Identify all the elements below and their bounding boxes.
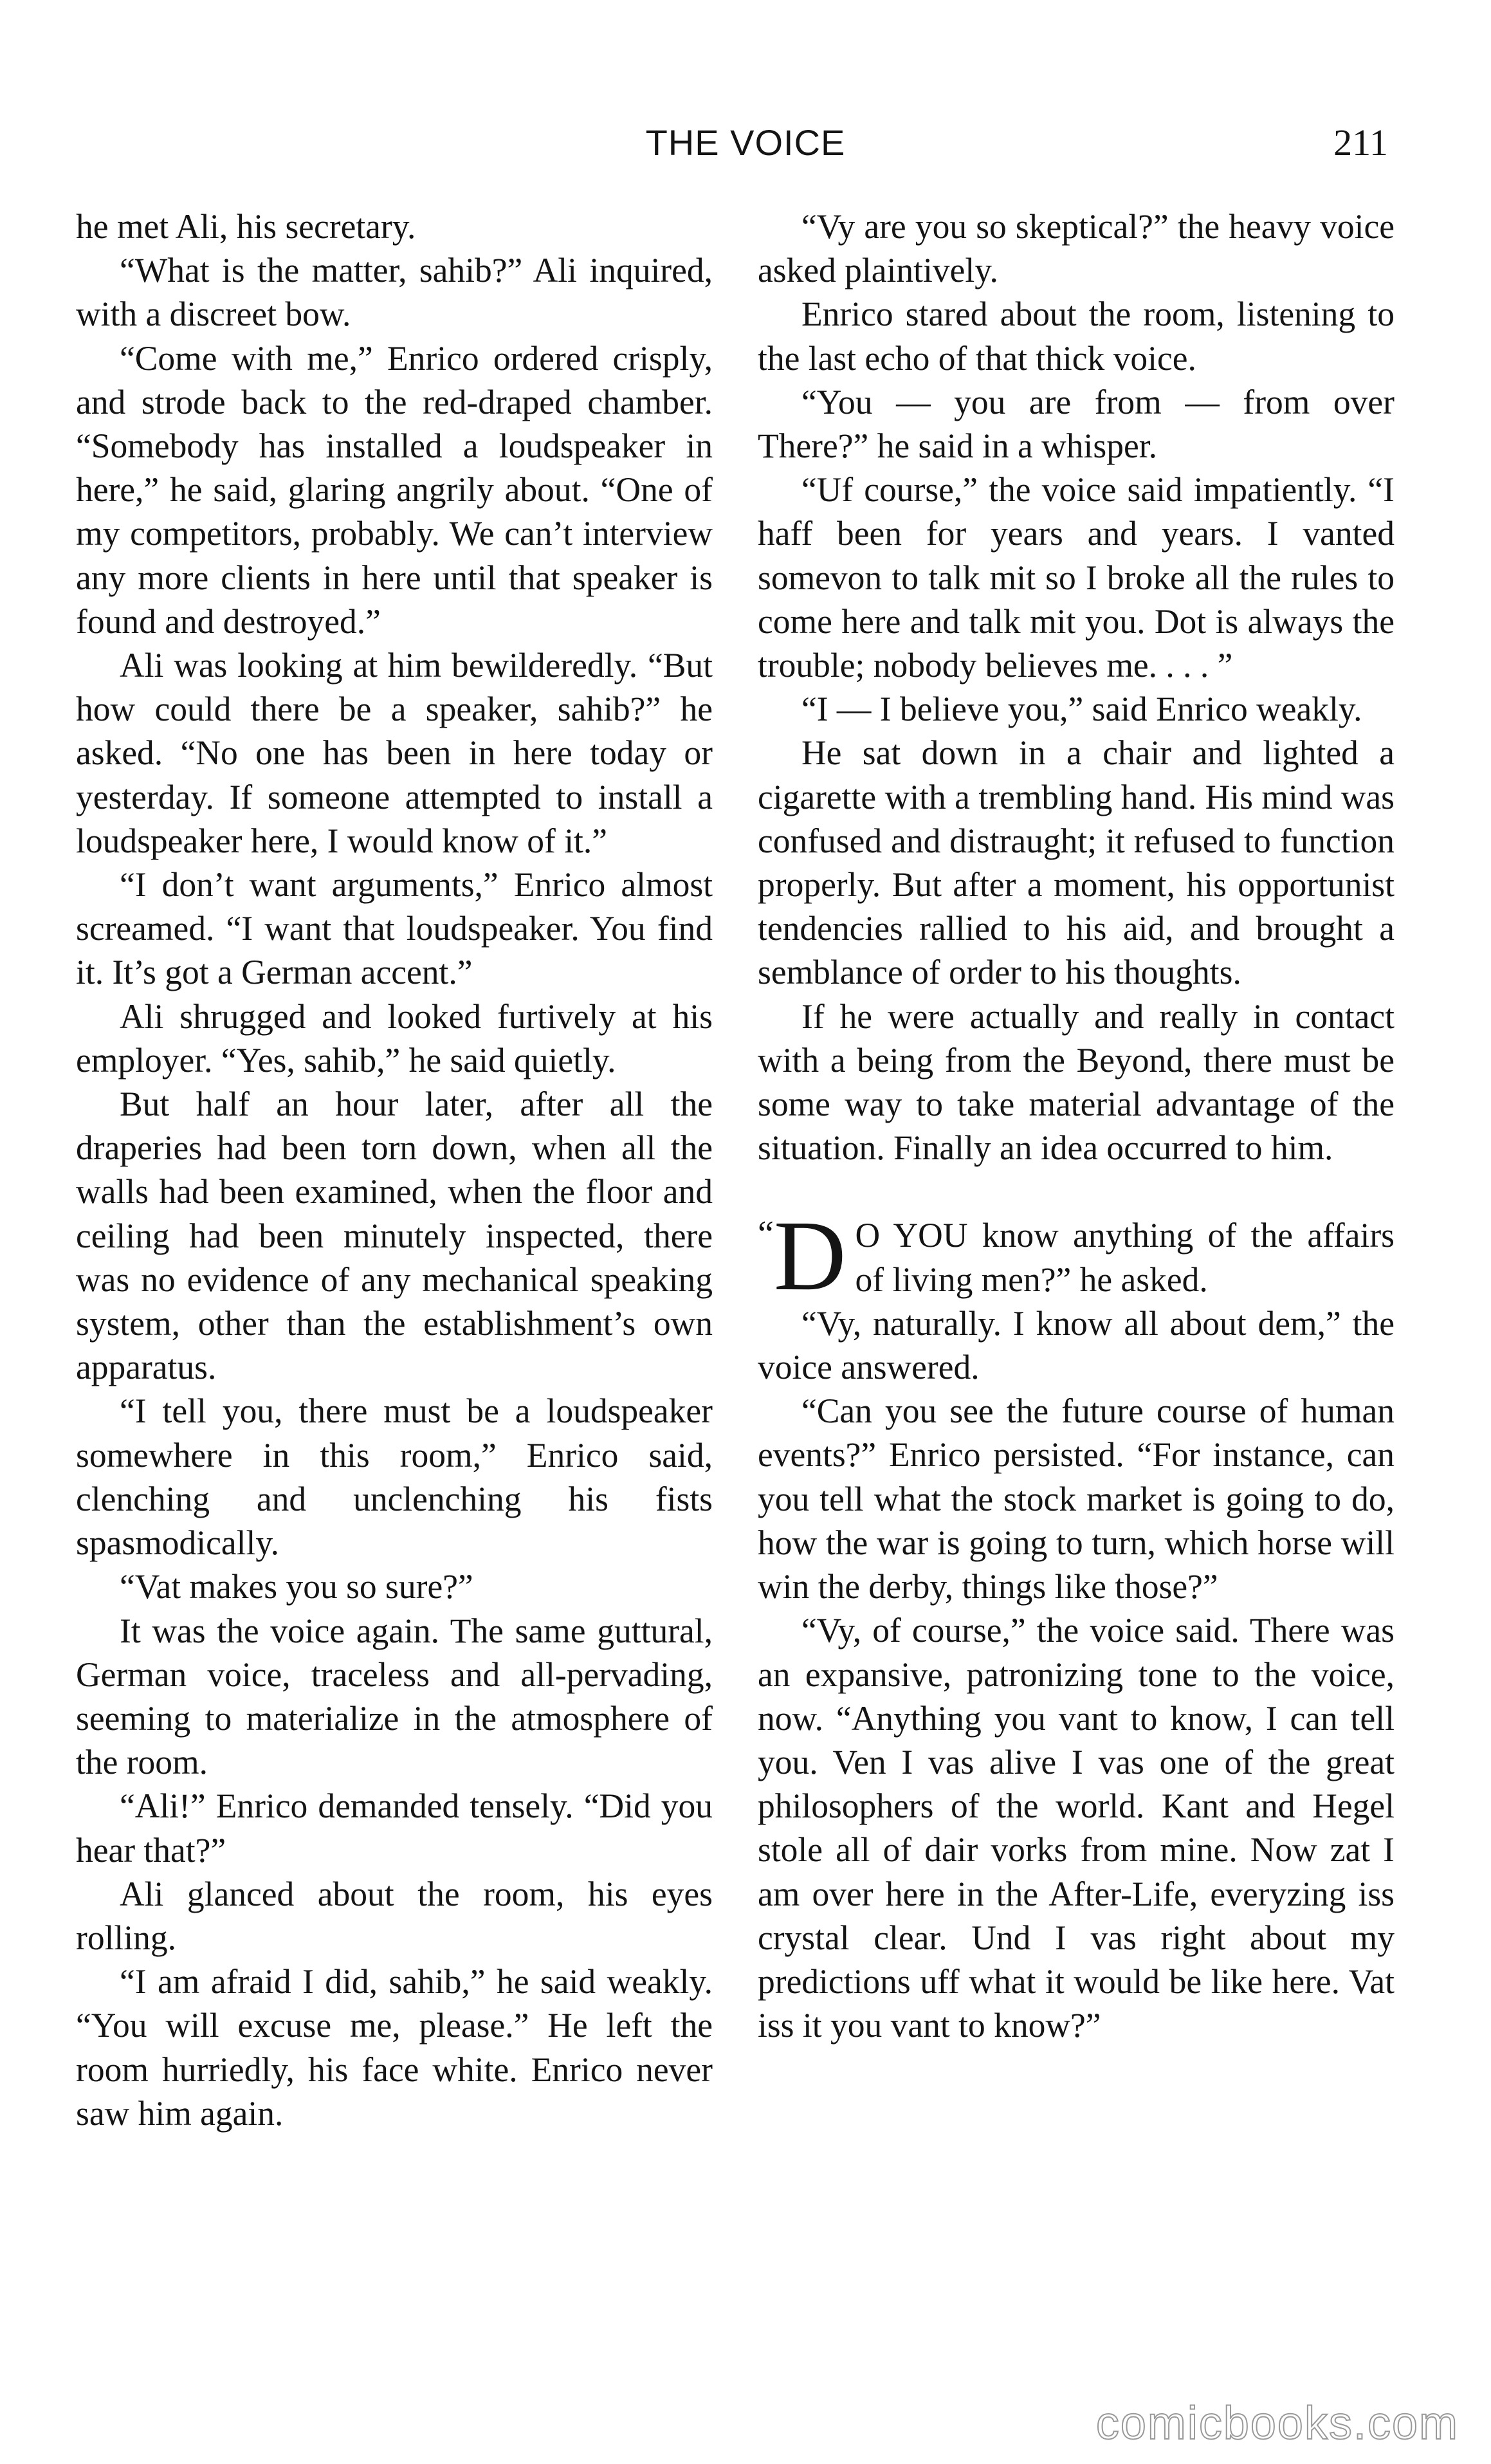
paragraph: Enrico stared about the room, listening to the last echo of that thick voice.: [758, 295, 1395, 378]
paragraph: If he were actually and really in contact with a being from the Beyond, there must be some way to take material advantage of the situation. Finally an idea occurred to him.: [758, 997, 1395, 1168]
paragraph: “I tell you, there must be a loudspeaker somewhere in this room,” Enrico said, clenching and unclenching his fists spasmodically.: [76, 1392, 713, 1563]
dropcap-rest: O YOU know anything of the affairs of living men?” he asked.: [855, 1216, 1395, 1299]
dropcap-quote: “: [758, 1214, 774, 1255]
paragraph: “I don’t want arguments,” Enrico almost screamed. “I want that loudspeaker. You find it. It’s got a German accent.”: [76, 865, 713, 992]
paragraph: “What is the matter, sahib?” Ali inquired, with a discreet bow.: [76, 251, 713, 334]
section-break: [758, 1170, 1395, 1213]
paragraph: “I — I believe you,” said Enrico weakly.: [801, 690, 1362, 729]
left-column: [76, 205, 713, 2135]
paragraph: Ali was looking at him bewilderedly. “But how could there be a speaker, sahib?” he asked. “No one has been in here today or yesterday. If someone attempted to install a loudspeaker here, I would know of it.”: [76, 646, 713, 860]
dropcap-letter: D: [773, 1200, 846, 1312]
paragraph: “Uf course,” the voice said impatiently. “I haff been for years and years. I vanted somevon to talk mit so I broke all the rules to come here and talk mit you. Dot is always the trouble; nobody believes me. . . . ”: [758, 470, 1395, 685]
paragraph: he met Ali, his secretary.: [76, 207, 416, 246]
right-column: [758, 205, 1395, 2047]
right-column-bottom: [758, 1301, 1395, 2047]
paragraph: “Ali!” Enrico demanded tensely. “Did you hear that?”: [76, 1787, 713, 1870]
paragraph: It was the voice again. The same guttural, German voice, traceless and all-pervading, seeming to materialize in the atmosphere of the room.: [76, 1611, 713, 1782]
paragraph: “Vat makes you so sure?”: [120, 1567, 473, 1606]
paragraph: “I am afraid I did, sahib,” he said weakly. “You will excuse me, please.” He left the room hurriedly, his face white. Enrico never saw him again.: [76, 1962, 713, 2133]
paragraph: Ali shrugged and looked furtively at his employer. “Yes, sahib,” he said quietly.: [76, 997, 713, 1080]
paragraph: “Come with me,” Enrico ordered crisply, and strode back to the red-draped chamber. “Somebody has installed a loudspeaker in here,” he said, glaring angrily about. “One of my competitors, probably. We can’t interview any more clients in here until that speaker is found and destroyed.”: [76, 338, 713, 641]
dropcap: [758, 1200, 846, 1312]
paragraph: Ali glanced about the room, his eyes rolling.: [76, 1874, 713, 1957]
paragraph: He sat down in a chair and lighted a cigarette with a trembling hand. His mind was confused and distraught; it refused to function properly. But after a moment, his opportunist tendencies rallied to his aid, and brought a semblance of order to his thoughts.: [758, 733, 1395, 992]
paragraph: “Can you see the future course of human events?” Enrico persisted. “For instance, can you tell what the stock market is going to do, how the war is going to turn, which horse will win the derby, things like those?”: [758, 1392, 1395, 1606]
right-column-top: [758, 205, 1395, 1170]
dropcap-paragraph: [758, 1200, 1395, 1312]
page-number: 211: [1333, 122, 1388, 163]
paragraph: “Vy, of course,” the voice said. There was an expansive, patronizing tone to the voice, now. “Anything you vant to know, I can tell you. Ven I vas alive I vas one of the great philosophers of the world. Kant and Hegel stole all of dair vorks from mine. Now zat I am over here in the After-Life, everyzing iss crystal clear. Und I vas right about my predictions uff what it would be like here. Vat iss it you vant to know?”: [758, 1611, 1395, 2045]
running-title: THE VOICE: [645, 122, 846, 163]
paragraph: But half an hour later, after all the draperies had been torn down, when all the walls had been examined, when the floor and ceiling had been minutely inspected, there was no evidence of any mechanical speaking system, other than the establishment’s own apparatus.: [76, 1085, 713, 1387]
paragraph: “You — you are from — from over There?” he said in a whisper.: [758, 382, 1395, 466]
paragraph: “Vy, naturally. I know all about dem,” the voice answered.: [758, 1303, 1395, 1387]
paragraph: “Vy are you so skeptical?” the heavy voice asked plaintively.: [758, 207, 1395, 290]
watermark-logo: comicbooks.com: [1095, 2398, 1459, 2449]
running-head: [0, 117, 1491, 169]
